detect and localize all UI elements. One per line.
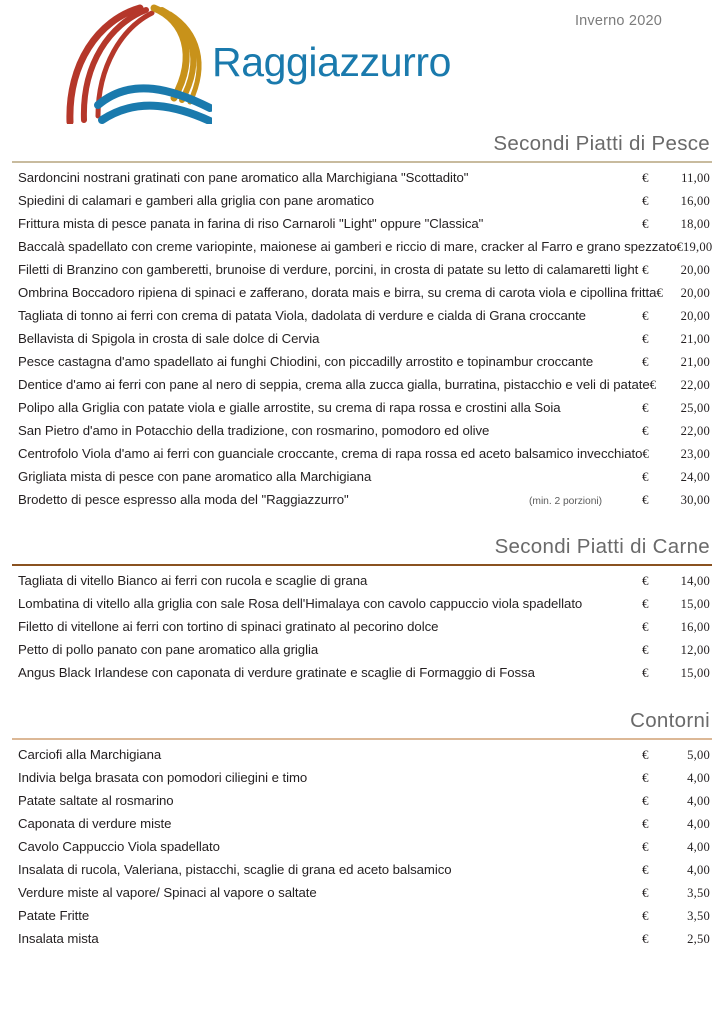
- menu-item-price: 23,00: [680, 447, 710, 461]
- menu-item-note: (min. 2 porzioni): [529, 496, 602, 507]
- menu-item-name: Insalata di rucola, Valeriana, pistacchi, scaglie di grana ed aceto balsamico: [18, 862, 452, 877]
- currency-symbol: €: [642, 308, 649, 323]
- menu-item-price: 2,50: [687, 932, 710, 946]
- menu-item-name: Verdure miste al vapore/ Spinaci al vapore o saltate: [18, 885, 317, 900]
- menu-item-price: 22,00: [680, 424, 710, 438]
- currency-symbol: €: [642, 816, 649, 831]
- menu-item-row: [0, 573, 724, 596]
- menu-item-name: Centrofolo Viola d'amo ai ferri con guanciale croccante, crema di rapa rossa ed aceto balsamico invecchiato: [18, 446, 643, 461]
- menu-item-row: [0, 308, 724, 331]
- menu-item-name: Filetto di vitellone ai ferri con tortino di spinaci gratinato al pecorino dolce: [18, 619, 439, 634]
- currency-symbol: €: [642, 216, 649, 231]
- menu-item-row: [0, 377, 724, 400]
- menu-item-name: Cavolo Cappuccio Viola spadellato: [18, 839, 220, 854]
- currency-symbol: €: [642, 665, 649, 680]
- menu-sections: [0, 132, 724, 954]
- menu-item-price: 15,00: [680, 597, 710, 611]
- section-title: Secondi Piatti di Pesce: [493, 132, 710, 155]
- currency-symbol: €: [642, 931, 649, 946]
- section-title: Secondi Piatti di Carne: [494, 535, 710, 558]
- menu-item-name: Frittura mista di pesce panata in farina di riso Carnaroli "Light" oppure "Classica": [18, 216, 484, 231]
- menu-item-price: 20,00: [680, 309, 710, 323]
- menu-item-price: 16,00: [680, 620, 710, 634]
- currency-symbol: €: [642, 793, 649, 808]
- currency-symbol: €: [642, 619, 649, 634]
- menu-item-row: [0, 908, 724, 931]
- currency-symbol: €: [642, 862, 649, 877]
- section-gap: [0, 515, 724, 535]
- menu-item-name: Indivia belga brasata con pomodori ciliegini e timo: [18, 770, 308, 785]
- currency-symbol: €: [642, 193, 649, 208]
- menu-item-price: 15,00: [680, 666, 710, 680]
- menu-item-name: Lombatina di vitello alla griglia con sale Rosa dell'Himalaya con cavolo cappuccio viola spadellato: [18, 596, 583, 611]
- menu-item-row: [0, 619, 724, 642]
- section-title: Contorni: [630, 709, 710, 732]
- menu-item-price: 4,00: [687, 840, 710, 854]
- menu-item-price: 18,00: [680, 217, 710, 231]
- menu-item-name: Polipo alla Griglia con patate viola e gialle arrostite, su crema di rapa rossa e crostini alla Soia: [18, 400, 561, 415]
- menu-item-price: 21,00: [680, 332, 710, 346]
- menu-item-row: [0, 770, 724, 793]
- menu-item-row: [0, 665, 724, 688]
- menu-item-price: 3,50: [687, 886, 710, 900]
- currency-symbol: €: [649, 377, 657, 392]
- currency-symbol: €: [676, 239, 683, 254]
- menu-section: [0, 132, 724, 515]
- currency-symbol: €: [642, 262, 649, 277]
- menu-item-name: Patate Fritte: [18, 908, 90, 923]
- menu-item-row: [0, 793, 724, 816]
- menu-item-name: Pesce castagna d'amo spadellato ai funghi Chiodini, con piccadilly arrostito e topinambur croccante: [18, 354, 594, 369]
- menu-item-row: [0, 642, 724, 665]
- menu-item-name: Insalata mista: [18, 931, 99, 946]
- menu-item-price: 25,00: [680, 401, 710, 415]
- menu-item-list: [0, 566, 724, 688]
- menu-header: [0, 0, 724, 132]
- currency-symbol: €: [642, 596, 649, 611]
- menu-item-list: [0, 163, 724, 515]
- currency-symbol: €: [642, 331, 649, 346]
- menu-item-row: [0, 492, 724, 515]
- menu-item-name: Tagliata di vitello Bianco ai ferri con rucola e scaglie di grana: [18, 573, 368, 588]
- menu-item-price: 4,00: [687, 771, 710, 785]
- menu-item-price: 21,00: [680, 355, 710, 369]
- menu-item-row: [0, 885, 724, 908]
- menu-item-row: [0, 839, 724, 862]
- currency-symbol: €: [642, 573, 649, 588]
- menu-item-name: Sardoncini nostrani gratinati con pane aromatico alla Marchigiana "Scottadito": [18, 170, 469, 185]
- menu-item-row: [0, 816, 724, 839]
- menu-item-row: [0, 262, 724, 285]
- menu-item-row: [0, 331, 724, 354]
- brand-logo-block: [62, 2, 492, 126]
- menu-item-row: [0, 216, 724, 239]
- currency-symbol: €: [642, 642, 649, 657]
- raggiazzurro-arcs-and-waves-logo: [62, 2, 212, 124]
- menu-item-list: [0, 740, 724, 954]
- menu-item-name: Grigliata mista di pesce con pane aromatico alla Marchigiana: [18, 469, 372, 484]
- currency-symbol: €: [642, 908, 649, 923]
- section-gap: [0, 688, 724, 709]
- menu-item-name: Patate saltate al rosmarino: [18, 793, 174, 808]
- menu-item-row: [0, 596, 724, 619]
- menu-item-price: 4,00: [687, 817, 710, 831]
- currency-symbol: €: [642, 469, 649, 484]
- menu-item-name: Filetti di Branzino con gamberetti, brunoise di verdure, porcini, in crosta di patate su letto di calamaretti light: [18, 262, 639, 277]
- menu-item-row: [0, 400, 724, 423]
- menu-item-row: [0, 423, 724, 446]
- menu-item-name: Petto di pollo panato con pane aromatico alla griglia: [18, 642, 319, 657]
- brand-wordmark: Raggiazzurro: [212, 39, 452, 85]
- menu-item-row: [0, 747, 724, 770]
- menu-section: [0, 709, 724, 954]
- menu-item-name: Carciofi alla Marchigiana: [18, 747, 162, 762]
- menu-item-row: [0, 469, 724, 492]
- currency-symbol: €: [656, 285, 663, 300]
- menu-item-name: Angus Black Irlandese con caponata di verdure gratinate e scaglie di Formaggio di Fossa: [18, 665, 535, 680]
- menu-item-price: 19,00: [683, 240, 713, 254]
- menu-item-name: Spiedini di calamari e gamberi alla griglia con pane aromatico: [18, 193, 375, 208]
- menu-item-row: [0, 931, 724, 954]
- menu-item-price: 24,00: [680, 470, 710, 484]
- menu-item-price: 3,50: [687, 909, 710, 923]
- currency-symbol: €: [642, 354, 649, 369]
- currency-symbol: €: [642, 839, 649, 854]
- menu-item-row: [0, 446, 724, 469]
- menu-item-price: 11,00: [681, 171, 710, 185]
- menu-item-row: [0, 193, 724, 216]
- currency-symbol: €: [642, 747, 649, 762]
- menu-item-name: Ombrina Boccadoro ripiena di spinaci e zafferano, dorata mais e birra, su crema di carota viola e cipollina fritta: [18, 285, 657, 300]
- menu-item-price: 4,00: [687, 863, 710, 877]
- menu-item-row: [0, 354, 724, 377]
- season-label: Inverno 2020: [574, 13, 662, 29]
- menu-item-price: 14,00: [680, 574, 710, 588]
- menu-item-price: 12,00: [680, 643, 710, 657]
- menu-item-price: 20,00: [680, 263, 710, 277]
- currency-symbol: €: [642, 492, 649, 507]
- menu-item-name: Bellavista di Spigola in crosta di sale dolce di Cervia: [18, 331, 320, 346]
- menu-item-name: Tagliata di tonno ai ferri con crema di patata Viola, dadolata di verdure e cialda di Grana croccante: [18, 308, 586, 323]
- menu-item-price: 22,00: [680, 378, 710, 392]
- menu-item-price: 20,00: [680, 286, 710, 300]
- menu-item-price: 5,00: [687, 748, 710, 762]
- currency-symbol: €: [642, 885, 649, 900]
- currency-symbol: €: [642, 446, 649, 461]
- menu-item-row: [0, 862, 724, 885]
- currency-symbol: €: [642, 400, 649, 415]
- menu-item-row: [0, 285, 724, 308]
- menu-item-price: 30,00: [680, 493, 710, 507]
- menu-item-name: Dentice d'amo ai ferri con pane al nero di seppia, crema alla zucca gialla, burratina, pistacchio e veli di patate: [18, 377, 650, 392]
- menu-item-row: [0, 170, 724, 193]
- menu-section: [0, 535, 724, 688]
- menu-item-name: Baccalà spadellato con creme variopinte, maionese ai gamberi e riccio di mare, cracker al Farro e grano spezzato: [18, 239, 677, 254]
- menu-item-name: Caponata di verdure miste: [18, 816, 172, 831]
- menu-item-row: [0, 239, 724, 262]
- menu-item-name: San Pietro d'amo in Potacchio della tradizione, con rosmarino, pomodoro ed olive: [18, 423, 490, 438]
- currency-symbol: €: [642, 770, 649, 785]
- currency-symbol: €: [642, 423, 649, 438]
- currency-symbol: €: [642, 170, 649, 185]
- menu-item-price: 16,00: [680, 194, 710, 208]
- menu-item-price: 4,00: [687, 794, 710, 808]
- menu-item-name: Brodetto di pesce espresso alla moda del "Raggiazzurro": [18, 492, 349, 507]
